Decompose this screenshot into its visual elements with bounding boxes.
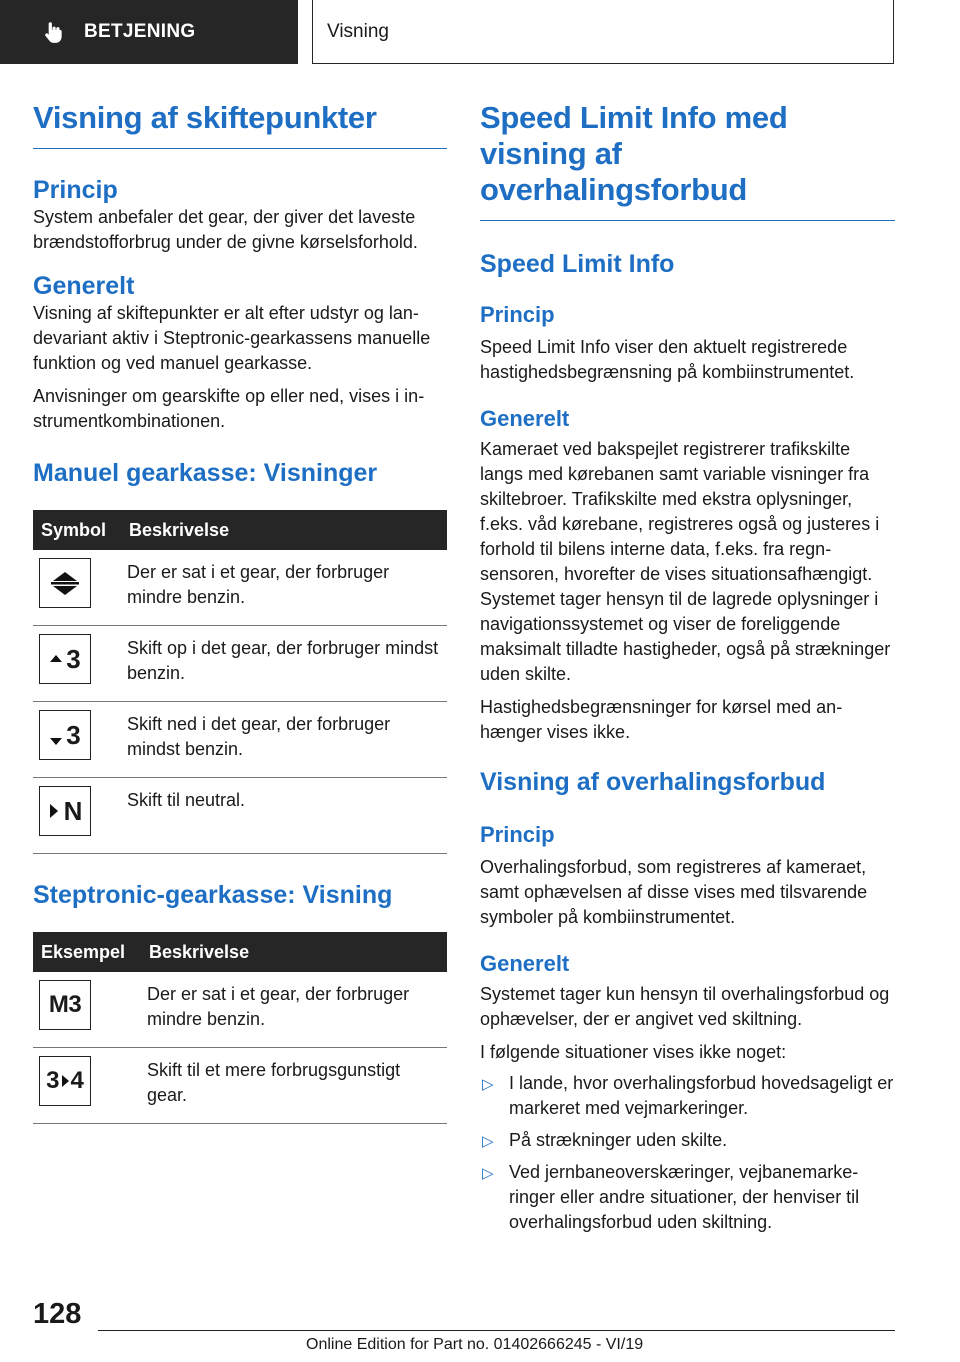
- triangle-bullet-icon: ▷: [482, 1076, 494, 1093]
- edition-text: Online Edition for Part no. 01402666245 - VI/19: [306, 1336, 644, 1353]
- overhaling-princip-heading: Princip: [480, 822, 555, 847]
- generelt-text-2: Anvisninger om gearskifte op eller ned, vises i instrumentkombinationen.: [33, 386, 425, 431]
- col-beskrivelse: Beskrivelse: [121, 510, 447, 550]
- left-column: [33, 100, 447, 1124]
- m3-icon: M3: [39, 980, 91, 1030]
- row-description: Skift ned i det gear, der forbruger mindst benzin.: [121, 702, 447, 778]
- sli-princip-heading: Princip: [480, 302, 555, 327]
- princip-text: System anbefaler det gear, der giver det laveste brændstofforbrug under de givne kørselsforhold.: [33, 207, 418, 252]
- col-eksempel: Eksempel: [33, 932, 141, 972]
- right-column: [480, 100, 895, 1242]
- list-item: ▷ På strækninger uden skilte.: [480, 1128, 895, 1153]
- col-symbol: Symbol: [33, 510, 121, 550]
- three-to-four-icon: 3 4: [39, 1056, 91, 1106]
- table-row: [33, 702, 447, 778]
- table-row: [33, 550, 447, 626]
- overhaling-generelt-text-2: I følgende situationer vises ikke noget:: [480, 1042, 787, 1062]
- sli-generelt-text-2: Hastighedsbegrænsninger for kørsel med anhænger vises ikke.: [480, 697, 843, 742]
- table-row: [33, 972, 447, 1048]
- page-number: 128: [33, 1298, 82, 1330]
- overhaling-generelt-heading: Generelt: [480, 951, 570, 976]
- page-title-right: Speed Limit Info med visning af overhalingsforbud: [480, 100, 788, 207]
- steptronic-table: [33, 932, 447, 1124]
- row-description: Skift til et mere forbrugsgunstigt gear.: [141, 1048, 447, 1124]
- table-row: [33, 778, 447, 854]
- sli-heading: Speed Limit Info: [480, 250, 675, 278]
- sli-generelt-text-1: Kameraet ved bakspejlet registrerer trafikskilte langs med kørebanen samt variable visninger fra skiltebroer. Trafikskilte med ekstra oplysninger, f.eks. våd kørebane, registreres også og justeres i forhold til bilens interne data, f.eks. fra regnsensoren, hvorefter de vises situationsafhængigt. Systemet tager hensyn til de lagrede oplysninger i navigationssystemet og viser de foreliggende maksimalt tilladte hastigheder, også på strækninger uden skilte.: [480, 439, 891, 684]
- sli-generelt-heading: Generelt: [480, 406, 570, 431]
- table-row: [33, 1048, 447, 1124]
- list-item: ▷ Ved jernbaneoverskæringer, vejbanemarkeringer eller andre situationer, der henviser til overhalingsforbud uden skiltning.: [482, 1162, 860, 1232]
- col-beskrivelse: Beskrivelse: [141, 932, 447, 972]
- row-description: Der er sat i et gear, der forbruger mindre benzin.: [141, 972, 447, 1048]
- row-description: Skift til neutral.: [121, 778, 447, 854]
- manual-heading: Manuel gearkasse: Visninger: [33, 459, 378, 487]
- overhaling-generelt-text-1: Systemet tager kun hensyn til overhalingsforbud og ophævelser, der er angivet ved skiltning.: [480, 984, 890, 1029]
- list-item: ▷ I lande, hvor overhalingsforbud hovedsageligt er markeret med vejmarkeringer.: [482, 1073, 894, 1118]
- chapter-tab: [312, 0, 894, 64]
- steptronic-heading: Steptronic-gearkasse: Visning: [33, 881, 393, 909]
- title-rule: [33, 148, 447, 149]
- updown-arrows-icon: [39, 558, 91, 608]
- bullet-list: [480, 1071, 895, 1235]
- sli-princip-text: Speed Limit Info viser den aktuelt registrerede hastighedsbegrænsning på kombiinstrumentet.: [480, 337, 855, 382]
- princip-heading: Princip: [33, 176, 118, 204]
- overhaling-heading: Visning af overhalingsforbud: [480, 768, 826, 796]
- generelt-text-1: Visning af skiftepunkter er alt efter udstyr og landevariant aktiv i Steptronic-gearkassens manuelle funktion og ved manuel gearkasse.: [33, 303, 431, 373]
- hand-pointer-icon: [40, 19, 66, 45]
- neutral-icon: N: [39, 786, 91, 836]
- row-description: Skift op i det gear, der forbruger mindst benzin.: [121, 626, 447, 702]
- footer-rule: [98, 1330, 895, 1331]
- triangle-bullet-icon: ▷: [482, 1165, 494, 1182]
- overhaling-princip-text: Overhalingsforbud, som registreres af kameraet, samt ophævelsen af disse vises med tilsvarende symboler på kombiinstrumentet.: [480, 857, 868, 927]
- title-rule: [480, 220, 895, 221]
- generelt-heading: Generelt: [33, 272, 135, 300]
- row-description: Der er sat i et gear, der forbruger mindre benzin.: [121, 550, 447, 626]
- shift-up-icon: 3: [39, 634, 91, 684]
- section-tab: [0, 0, 298, 64]
- shift-down-icon: 3: [39, 710, 91, 760]
- page-title-left: Visning af skiftepunkter: [33, 100, 377, 135]
- chapter-title: Visning: [327, 20, 389, 42]
- manual-symbol-table: [33, 510, 447, 854]
- table-row: [33, 626, 447, 702]
- triangle-bullet-icon: ▷: [482, 1133, 494, 1150]
- section-title: BETJENING: [84, 21, 196, 42]
